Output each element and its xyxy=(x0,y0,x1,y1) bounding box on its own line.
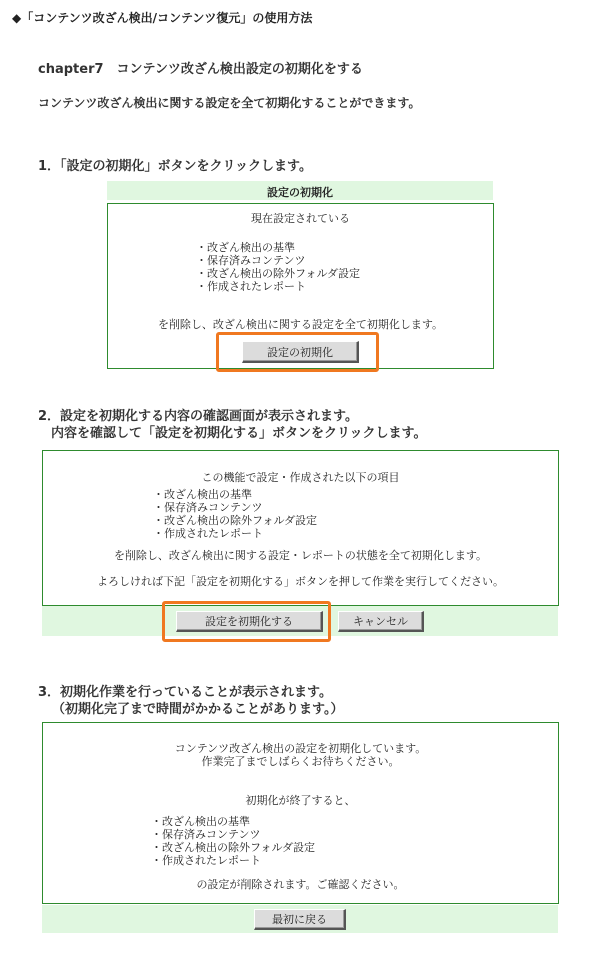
step1-note: を削除し、改ざん検出に関する設定を全て初期化します。 xyxy=(157,318,444,331)
confirm-reset-button[interactable]: 設定を初期化する xyxy=(176,611,323,632)
list-item: ・作成されたレポート xyxy=(153,527,263,540)
list-item: ・改ざん検出の除外フォルダ設定 xyxy=(196,267,361,280)
back-to-start-button[interactable]: 最初に戻る xyxy=(254,909,346,930)
page-heading: ◆「コンテンツ改ざん検出/コンテンツ復元」の使用方法 xyxy=(12,11,313,25)
list-item: ・改ざん検出の基準 xyxy=(153,488,252,501)
list-item: ・改ざん検出の除外フォルダ設定 xyxy=(151,841,316,854)
step3-progress-line1: コンテンツ改ざん検出の設定を初期化しています。 xyxy=(174,742,427,755)
list-item: ・作成されたレポート xyxy=(151,854,261,867)
list-item: ・改ざん検出の除外フォルダ設定 xyxy=(153,514,318,527)
reset-settings-button[interactable]: 設定の初期化 xyxy=(242,341,359,363)
step1-current-label: 現在設定されている xyxy=(251,212,350,225)
step2-note1: を削除し、改ざん検出に関する設定・レポートの状態を全て初期化します。 xyxy=(113,549,488,562)
step1-button-highlight xyxy=(216,332,379,372)
step3-progress-panel xyxy=(42,722,559,904)
list-item: ・改ざん検出の基準 xyxy=(196,241,295,254)
step2-title-line1: 2．設定を初期化する内容の確認画面が表示されます。 xyxy=(38,409,359,424)
step2-item-list xyxy=(153,488,317,540)
step2-note2: よろしければ下記「設定を初期化する」ボタンを押して作業を実行してください。 xyxy=(97,575,504,588)
cancel-button[interactable]: キャンセル xyxy=(338,611,424,632)
step3-note: の設定が削除されます。ご確認ください。 xyxy=(196,878,405,891)
step1-panel-header-label: 設定の初期化 xyxy=(267,186,333,199)
step2-button-highlight xyxy=(162,601,331,642)
step1-title: 1．「設定の初期化」ボタンをクリックします。 xyxy=(38,159,312,174)
list-item: ・作成されたレポート xyxy=(196,280,306,293)
step3-item-list xyxy=(151,815,315,867)
intro-text: コンテンツ改ざん検出に関する設定を全て初期化することができます。 xyxy=(38,96,421,110)
step3-progress-line2: 作業完了までしばらくお待ちください。 xyxy=(201,755,400,768)
step1-panel-header xyxy=(107,181,493,200)
step2-confirm-panel xyxy=(42,450,559,606)
list-item: ・改ざん検出の基準 xyxy=(151,815,250,828)
list-item: ・保存済みコンテンツ xyxy=(196,254,306,267)
step1-item-list xyxy=(196,241,360,293)
step2-header-text: この機能で設定・作成された以下の項目 xyxy=(201,471,400,484)
step2-title-line2: 内容を確認して「設定を初期化する」ボタンをクリックします。 xyxy=(38,426,427,441)
list-item: ・保存済みコンテンツ xyxy=(151,828,261,841)
step3-done-label: 初期化が終了すると、 xyxy=(245,794,356,807)
chapter-title: chapter7 コンテンツ改ざん検出設定の初期化をする xyxy=(38,62,363,77)
step3-title xyxy=(38,684,343,718)
step3-title-line1: 3．初期化作業を行っていることが表示されます。 xyxy=(38,685,333,700)
list-item: ・保存済みコンテンツ xyxy=(153,501,263,514)
step3-title-line2: （初期化完了まで時間がかかることがあります。） xyxy=(52,702,344,717)
step2-title xyxy=(38,408,426,442)
